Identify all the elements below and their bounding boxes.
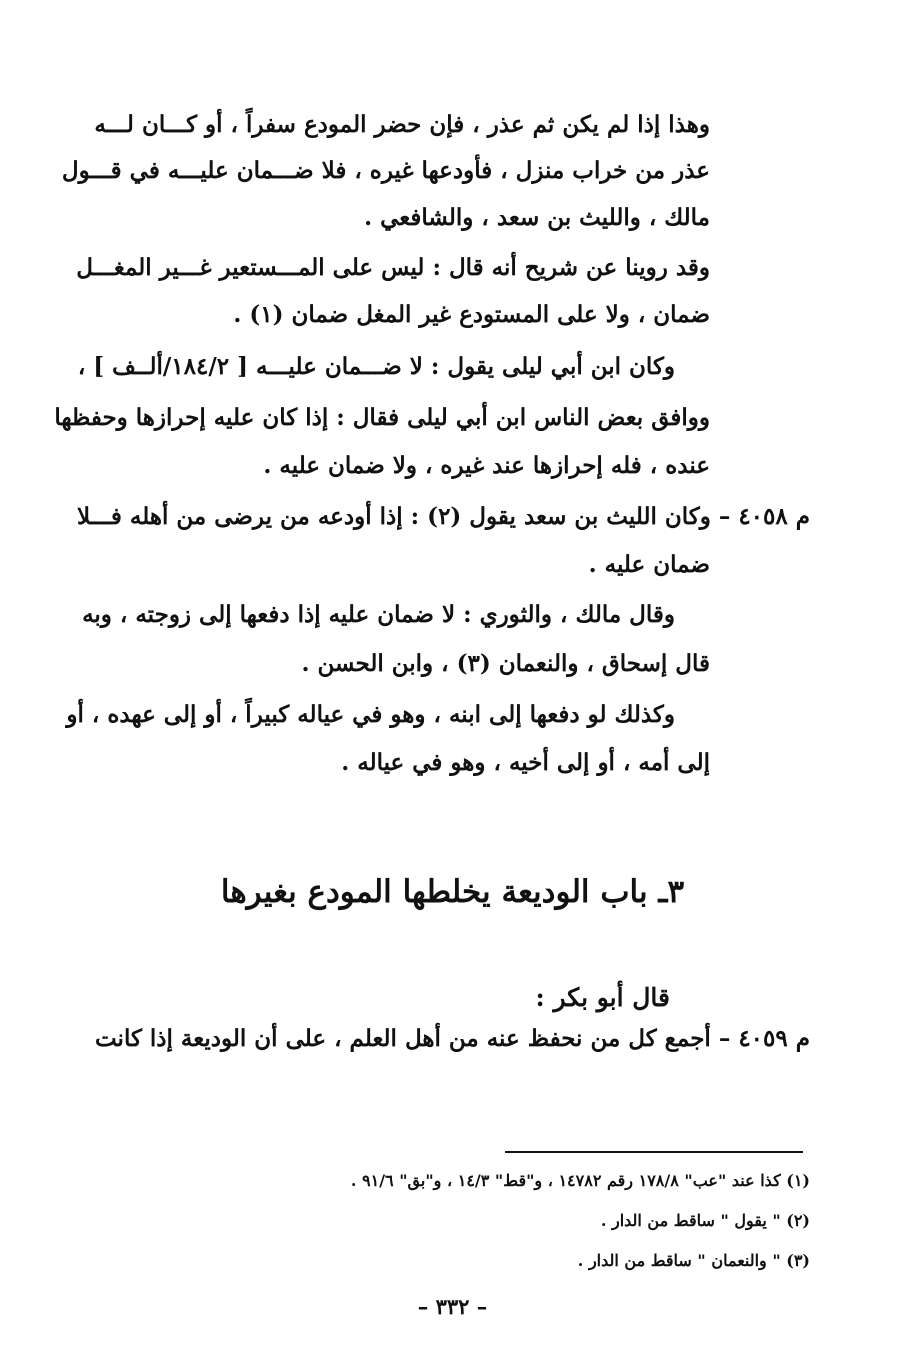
page-number: – ٣٣٢ – bbox=[417, 1294, 488, 1319]
body-line: قال إسحاق ، والنعمان (٣) ، وابن الحسن . bbox=[301, 650, 710, 677]
section-heading: ٣ـ باب الوديعة يخلطها المودع بغيرها bbox=[220, 874, 685, 910]
body-line: ووافق بعض الناس ابن أبي ليلى فقال : إذا كان عليه إحرازها وحفظها bbox=[54, 404, 710, 431]
footnote: (١) كذا عند "عب" ١٧٨/٨ رقم ١٤٧٨٢ ، و"قط" ١٤/٣ ، و"بق" ٩١/٦ . bbox=[350, 1171, 810, 1190]
body-line: عذر من خراب منزل ، فأودعها غيره ، فلا ضـــمان عليـــه في قـــول bbox=[61, 157, 710, 184]
body-line: إلى أمه ، أو إلى أخيه ، وهو في عياله . bbox=[341, 749, 710, 776]
section-subheading: قال أبو بكر : bbox=[535, 983, 670, 1012]
body-line: ضمان ، ولا على المستودع غير المغل ضمان (١) . bbox=[233, 301, 710, 328]
body-line: وكذلك لو دفعها إلى ابنه ، وهو في عياله كبيراً ، أو إلى عهده ، أو bbox=[66, 701, 675, 728]
footnote: (٣) " والنعمان " ساقط من الدار . bbox=[577, 1251, 810, 1270]
body-line: وهذا إذا لم يكن ثم عذر ، فإن حضر المودع سفراً ، أو كـــان لـــه bbox=[94, 111, 710, 138]
body-line: ضمان عليه . bbox=[588, 551, 710, 578]
footnote-divider bbox=[505, 1151, 803, 1153]
body-line: وقال مالك ، والثوري : لا ضمان عليه إذا دفعها إلى زوجته ، وبه bbox=[82, 601, 675, 628]
body-line: وقد روينا عن شريح أنه قال : ليس على المـــستعير غـــير المغـــل bbox=[76, 254, 710, 281]
footnote: (٢) " يقول " ساقط من الدار . bbox=[600, 1211, 810, 1230]
body-line: م ٤٠٥٩ – أجمع كل من نحفظ عنه من أهل العلم ، على أن الوديعة إذا كانت bbox=[94, 1025, 810, 1052]
body-line: مالك ، والليث بن سعد ، والشافعي . bbox=[364, 204, 710, 231]
body-line: وكان ابن أبي ليلى يقول : لا ضـــمان عليـــه [ ١٨٤/٢/ألــف ] ، bbox=[77, 353, 675, 380]
body-line: م ٤٠٥٨ – وكان الليث بن سعد يقول (٢) : إذا أودعه من يرضى من أهله فـــلا bbox=[76, 503, 810, 530]
body-line: عنده ، فله إحرازها عند غيره ، ولا ضمان عليه . bbox=[263, 452, 710, 479]
